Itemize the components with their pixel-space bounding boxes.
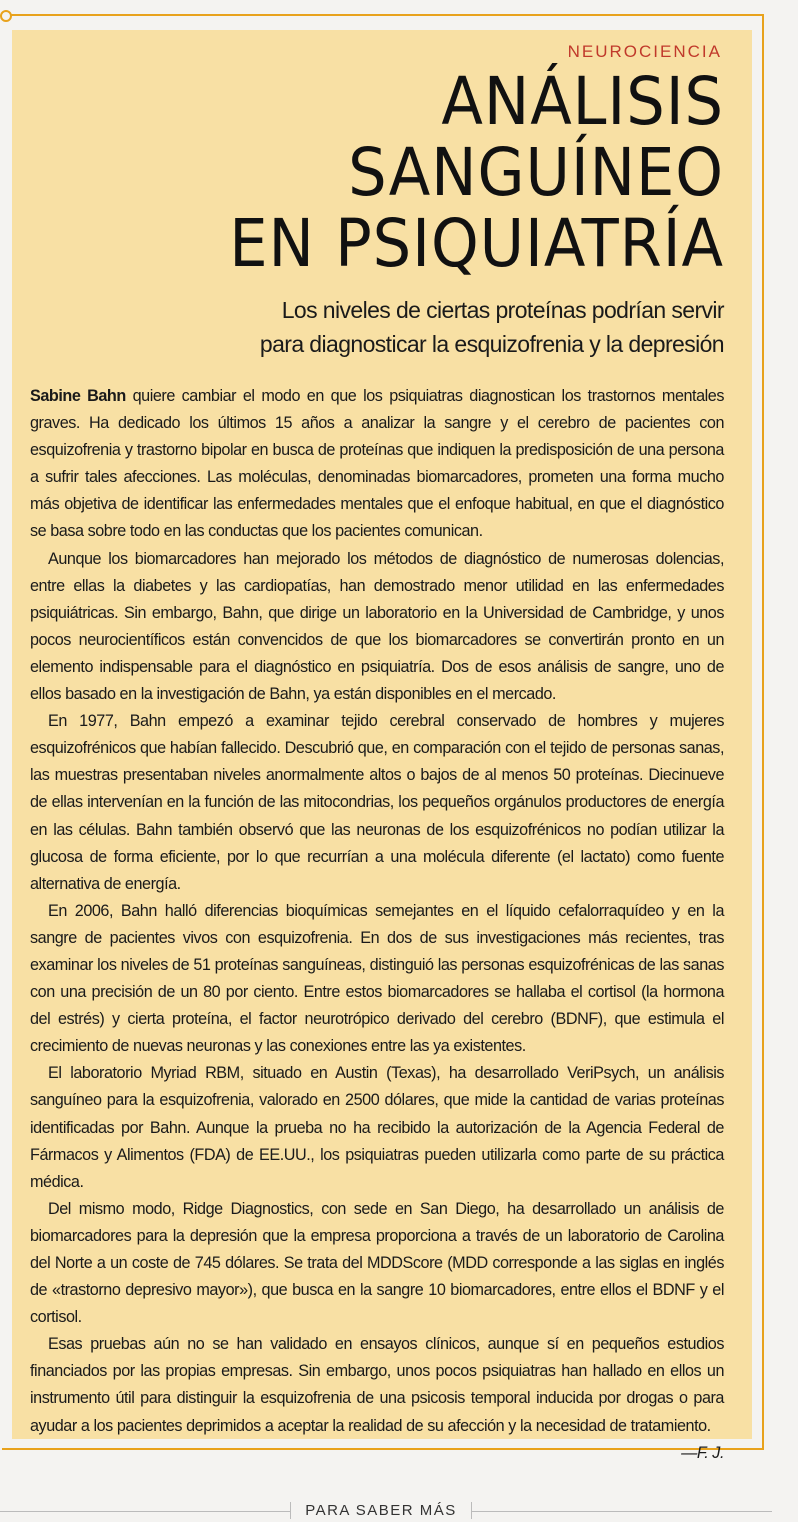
paragraph (30, 1331, 724, 1462)
article-box (12, 30, 752, 1462)
paragraph (30, 383, 724, 546)
paragraph-text: Esas pruebas aún no se han validado en ensayos clínicos, aunque sí en pequeños estudios financiados por las propias empresas. Sin embargo, unos pocos psiquiatras han hallado en ellos un instrumento útil para distinguir la esquizofrenia de una psicosis temporal inducida por drogas o para ayudar a los pacientes deprimidos a aceptar la realidad de su afección y la necesidad de tratamiento. (30, 1335, 724, 1435)
subtitle-line: Los niveles de ciertas proteínas podrían servir (281, 297, 724, 323)
further-reading-label: PARA SABER MÁS (290, 1502, 472, 1519)
divider (0, 1511, 290, 1512)
paragraph: Del mismo modo, Ridge Diagnostics, con sede en San Diego, ha desarrollado un análisis de biomarcadores para la depresión que la empresa proporciona a través de un laboratorio de Carolina del Norte a un coste de 745 dólares. Se trata del MDDScore (MDD corresponde a las siglas en inglés de «trastorno depresivo mayor»), que busca en la sangre 10 biomarcadores, entre ellos el BDNF y el cortisol. (30, 1199, 724, 1327)
divider (472, 1511, 772, 1512)
article-subtitle (30, 293, 724, 361)
title-line: SANGUÍNEO (348, 134, 724, 211)
further-reading-header (0, 1500, 798, 1520)
title-line: ANÁLISIS (441, 63, 724, 140)
section-label: NEUROCIENCIA (567, 42, 722, 61)
article-body (30, 383, 724, 1462)
signature: —F. J. (681, 1443, 724, 1462)
paragraph: El laboratorio Myriad RBM, situado en Austin (Texas), ha desarrollado VeriPsych, un análisis sanguíneo para la esquizofrenia, valorado en 2500 dólares, que mide la cantidad de varias proteínas identificadas por Bahn. Aunque la prueba no ha recibido la autorización de la Agencia Federal de Fármacos y Alimentos (FDA) de EE.UU., los psiquiatras pueden utilizarla como parte de su práctica médica. (30, 1064, 724, 1191)
paragraph: En 1977, Bahn empezó a examinar tejido cerebral conservado de hombres y mujeres esquizofrénicos que habían fallecido. Descubrió que, en comparación con el tejido de personas sanas, las muestras presentaban niveles anormalmente altos o bajos de al menos 50 proteínas. Diecinueve de ellas intervenían en la función de las mitocondrias, los pequeños orgánulos productores de energía en las células. Bahn también observó que las neuronas de los esquizofrénicos no podían utilizar la glucosa de forma eficiente, por lo que recurrían a una molécula diferente (el lactato) como fuente alternativa de energía. (30, 712, 724, 893)
subtitle-line: para diagnosticar la esquizofrenia y la depresión (259, 331, 724, 357)
author-name: Sabine Bahn (30, 387, 126, 405)
title-line: EN PSIQUIATRÍA (229, 205, 724, 282)
paragraph: Aunque los biomarcadores han mejorado los métodos de diagnóstico de numerosas dolencias, entre ellas la diabetes y las cardiopatías, han demostrado menor utilidad en las enfermedades psiquiátricas. Sin embargo, Bahn, que dirige un laboratorio en la Universidad de Cambridge, y unos pocos neurocientíficos están convencidos de que los biomarcadores se convertirán pronto en un elemento indispensable para el diagnóstico en psiquiatría. Dos de esos análisis de sangre, uno de ellos basado en la investigación de Bahn, ya están disponibles en el mercado. (30, 549, 724, 704)
paragraph-text: quiere cambiar el modo en que los psiquiatras diagnostican los trastornos mentales graves. Ha dedicado los últimos 15 años a analizar la sangre y el cerebro de pacientes con esquizofrenia y trastorno bipolar en busca de proteínas que indiquen la predisposición de una persona a sufrir tales afecciones. Las moléculas, denominadas biomarcadores, prometen una forma mucho más objetiva de identificar las enfermedades mentales que el enfoque habitual, en que el diagnóstico se basa sobre todo en las conductas que los pacientes comunican. (30, 387, 724, 541)
article-title (86, 63, 724, 282)
paragraph: En 2006, Bahn halló diferencias bioquímicas semejantes en el líquido cefalorraquídeo y en la sangre de pacientes vivos con esquizofrenia. En dos de sus investigaciones más recientes, tras examinar los niveles de 51 proteínas sanguíneas, distinguió las personas esquizofrénicas de las sanas con una precisión de un 80 por ciento. Entre estos biomarcadores se hallaba el cortisol (la hormona del estrés) y cierta proteína, el factor neurotrópico derivado del cerebro (BDNF), que estimula el crecimiento de nuevas neuronas y las conexiones entre las ya existentes. (30, 901, 724, 1056)
